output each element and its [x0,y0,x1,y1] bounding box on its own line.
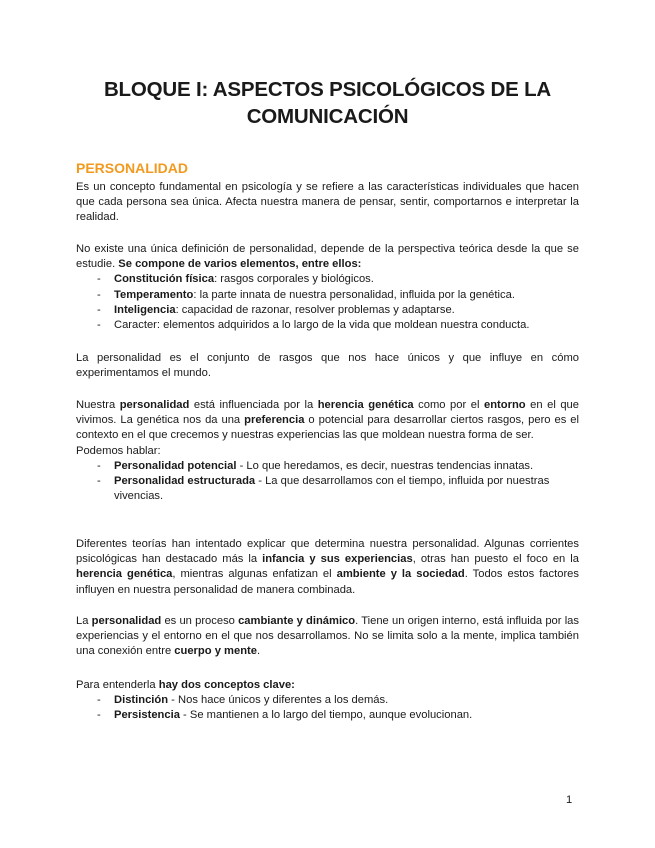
list-item [76,303,579,318]
text-span: . Tiene un origen interno, está influida por las experiencias y el entorno en el que nos desarrollamos. No se limita solo a la mente, implica también una conexión entre [76,615,579,658]
list-item-desc: Caracter: elementos adquiridos a lo largo de la vida que moldean nuestra conducta. [114,319,530,332]
section-elements [76,242,579,333]
page-number: 1 [566,794,573,806]
list-item-term: Personalidad potencial [114,459,237,472]
paragraph-theories [76,537,579,598]
list-item-term: Constitución física [114,273,215,286]
bold-text: cuerpo y mente [174,645,257,658]
section-influences [76,398,579,504]
list-item-desc: - Se mantienen a lo largo del tiempo, aunque evolucionan. [179,709,473,722]
concepts-list [76,693,579,723]
list-item-term: Inteligencia [114,303,176,316]
list-item [76,272,579,287]
list-item-desc: - Nos hace únicos y diferentes a los demás. [168,694,389,707]
bold-text: hay dos conceptos clave: [158,679,295,691]
text-span: . [256,645,261,658]
bold-text: Se compone de varios elementos, entre ellos: [118,258,362,271]
list-item-desc: : capacidad de razonar, resolver problemas y adaptarse. [175,303,455,316]
section-key-concepts [76,678,579,724]
list-item-term: Personalidad estructurada [114,475,256,488]
list-item-desc: : rasgos corporales y biológicos. [214,273,374,286]
list-item-desc: - Lo que heredamos, es decir, nuestras tendencias innatas. [236,459,534,472]
text-span: está influenciada por la [189,399,318,411]
text-span: Diferentes teorías han intentado explicar que determina nuestra personalidad. Algunas corrientes psicológicas han destacado más la [76,538,579,566]
text-span: , mientras algunas enfatizan el [172,568,337,581]
bold-text: infancia y sus experiencias [262,553,413,566]
bold-text: personalidad [91,615,162,627]
paragraph-elements-intro [76,242,579,272]
list-item-term: Distinción [114,694,169,707]
bold-text: herencia genética [317,399,414,411]
paragraph-text: No existe una única definición de personalidad, depende de la perspectiva teórica desde la que se estudie. [76,243,579,271]
list-item [76,693,579,708]
list-item [76,288,579,303]
list-item [76,318,579,333]
text-span: La [76,615,92,627]
paragraph-influences [76,398,579,444]
document-title: BLOQUE I: ASPECTOS PSICOLÓGICOS DE LA COMUNICACIÓN [103,78,552,128]
text-span: o potencial para desarrollar ciertos rasgos, pero es el contexto en el que crecemos y nuestras experiencias las que moldean nuestra forma de ser. [76,414,579,442]
bold-text: entorno [483,399,526,411]
list-item-term: Temperamento [114,288,194,301]
bold-text: cambiante y dinámico [238,615,356,627]
paragraph-types-intro: Podemos hablar: [76,444,161,457]
bold-text: ambiente y la sociedad [336,568,465,581]
types-list [76,459,579,505]
list-item [76,474,579,504]
list-item [76,459,579,474]
elements-list [76,272,579,333]
paragraph-definition: Es un concepto fundamental en psicología y se refiere a las características individuales que hacen que cada persona sea única. Afecta nuestra manera de pensar, sentir, comportarnos e interpretar la realidad. [76,181,579,224]
text-span: , otras han puesto el foco en la [412,553,579,566]
list-item [76,708,579,723]
paragraph-dynamic [76,614,579,660]
text-span: Nuestra [76,399,120,411]
bold-text: personalidad [119,399,190,411]
list-item-desc: - La que desarrollamos con el tiempo, influida por nuestras vivencias. [114,475,550,503]
section-heading: PERSONALIDAD [76,160,189,176]
list-item-desc: : la parte innata de nuestra personalidad, influida por la genética. [193,288,515,301]
text-span: Para entenderla [76,679,159,691]
text-span: es un proceso [161,615,239,627]
paragraph-concepts-intro [76,678,579,693]
text-span: como por el [413,399,484,411]
bold-text: herencia genética [76,568,173,581]
paragraph-summary: La personalidad es el conjunto de rasgos que nos hace únicos y que influye en cómo experimentamos el mundo. [76,352,579,380]
text-span: en el que vivimos. La genética nos da una [76,399,579,427]
list-item-term: Persistencia [114,709,180,722]
text-span: . Todos estos factores influyen en nuestra personalidad de manera combinada. [76,568,579,596]
bold-text: preferencia [244,414,305,427]
